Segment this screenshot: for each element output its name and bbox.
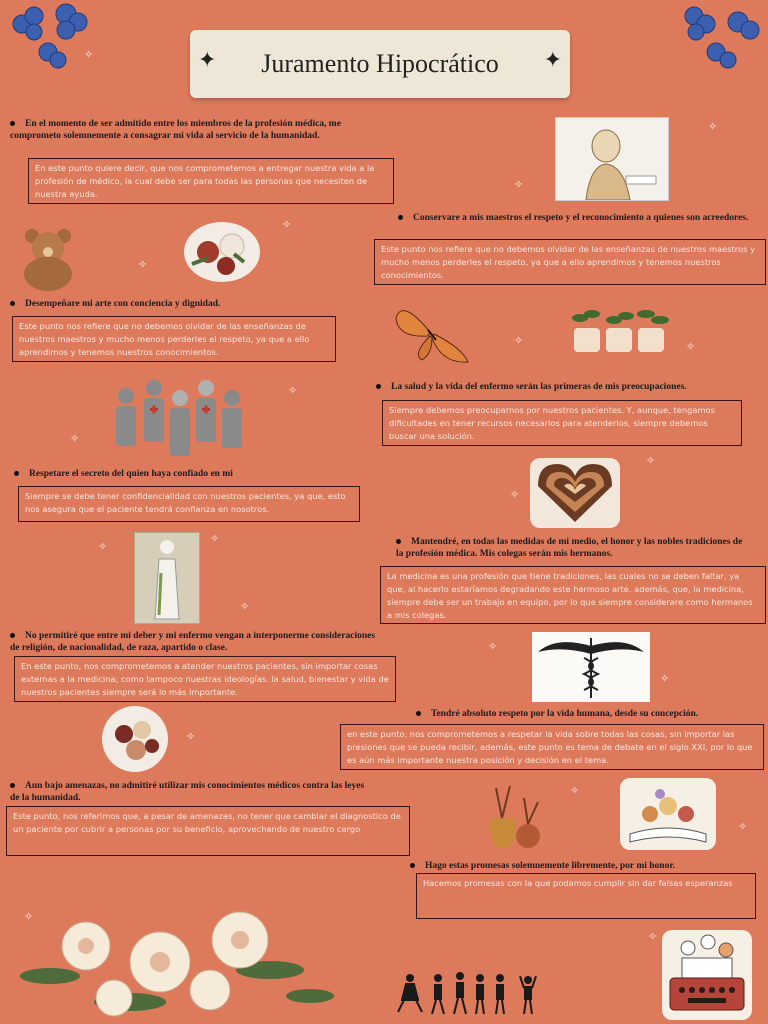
sparkle-icon: ✧ bbox=[708, 120, 718, 133]
heart-icon bbox=[530, 458, 620, 528]
oath-item-2 bbox=[398, 212, 753, 224]
sparkle-icon: ✦ bbox=[543, 48, 562, 73]
greek-statue-icon bbox=[134, 532, 200, 624]
sparkle-icon: ✧ bbox=[738, 820, 748, 833]
oath-item-6 bbox=[396, 536, 751, 560]
sparkle-icon: ✧ bbox=[186, 730, 196, 743]
explanation-box-4: Siempre debemos preocuparnos por nuestros pacientes. Y, aunque, tengamos dificultades en tener recursos necesarios para atenderlos, siempre debemos buscar una solución. bbox=[382, 400, 742, 446]
sparkle-icon: ✧ bbox=[648, 930, 658, 943]
explanation-box-7: En este punto, nos comprometemos a atender nuestros pacientes, sin importar cosas externas a la medicina; como tampoco nuestras ideologías. la salud, bienestar y vida de nuestros pacientes siempre será lo más importante. bbox=[14, 656, 396, 702]
book-flowers-icon bbox=[620, 778, 716, 850]
sparkle-icon: ✧ bbox=[288, 384, 298, 397]
flower-icon bbox=[4, 2, 94, 72]
oath-item-9 bbox=[10, 780, 370, 804]
typewriter-icon bbox=[662, 930, 752, 1020]
sparkle-icon: ✧ bbox=[98, 540, 108, 553]
explanation-box-3: Este punto nos refiere que no debemos olvidar de las enseñanzas de nuestros maestros y mucho menos perderles el respeto, ya que a ello aprendimos y tenemos nuestros conocimientos. bbox=[12, 316, 336, 362]
oath-text: Desempeñare mi arte con conciencia y dignidad. bbox=[25, 299, 221, 309]
oath-item-7 bbox=[10, 630, 380, 654]
explanation-box-6: La medicina es una profesión que tiene tradiciones, las cuales no se deben faltar, ya que, al hacerlo estaríamos degradando este hermoso arte. además, que, la medicina, siempre debe ser un trabajo en equipo, por lo que siempre considerare como hermanos a mis colegas. bbox=[380, 566, 766, 624]
sparkle-icon: ✧ bbox=[646, 454, 656, 467]
sparkle-icon: ✦ bbox=[198, 48, 217, 73]
sparkle-icon: ✧ bbox=[70, 432, 80, 445]
explanation-box-9: Este punto, nos referimos que, a pesar de amenazas, no tener que cambiar el diagnostico de un paciente por cubrir a personas por su beneficio, aprovechando de nuestro cargo bbox=[6, 806, 410, 856]
butterfly-icon bbox=[392, 298, 474, 366]
sparkle-icon: ✧ bbox=[570, 784, 580, 797]
sparkle-icon: ✧ bbox=[282, 218, 292, 231]
teddy-bear-icon bbox=[14, 228, 82, 292]
oath-item-4 bbox=[376, 381, 756, 393]
oath-text: Hago estas promesas solemnemente libremente, por mi honor. bbox=[425, 861, 676, 871]
oath-text: En el momento de ser admitido entre los miembros de la profesión médica, me comprometo solemnemente a consagrar mi vida al servicio de la humanidad. bbox=[10, 119, 341, 141]
sparkle-icon: ✧ bbox=[488, 640, 498, 653]
sparkle-icon: ✧ bbox=[210, 532, 220, 545]
explanation-box-10: Hacemos promesas con la que podamos cumplir sin dar falsas esperanzas bbox=[416, 873, 756, 919]
oath-item-10 bbox=[410, 860, 755, 872]
bouquet-icon bbox=[100, 704, 170, 774]
sparkle-icon: ✧ bbox=[84, 48, 94, 61]
caduceus-icon bbox=[532, 632, 650, 702]
doctors-group-icon bbox=[108, 374, 258, 462]
explanation-box-1: En este punto quiere decir, que nos comprometemos a entregar nuestra vida a la profesión de médico, la cual debe ser para todas las personas que necesiten de nuestra ayuda. bbox=[28, 158, 394, 204]
oath-text: Aun bajo amenazas, no admitiré utilizar mis conocimientos médicos contra las leyes de la humanidad. bbox=[10, 781, 365, 803]
explanation-box-2: Este punto nos refiere que no debemos olvidar de las enseñanzas de nuestros maestros y mucho menos perderles el respeto, ya que a ello aprendimos y tenemos nuestros conocimientos. bbox=[374, 239, 766, 285]
sparkle-icon: ✧ bbox=[510, 488, 520, 501]
oath-item-8 bbox=[416, 708, 756, 720]
oath-item-5 bbox=[14, 468, 304, 480]
sparkle-icon: ✧ bbox=[514, 334, 524, 347]
oath-item-1 bbox=[10, 118, 375, 142]
roses-icon bbox=[178, 212, 264, 286]
sparkle-icon: ✧ bbox=[240, 600, 250, 613]
explanation-box-5: Siempre se debe tener confidencialidad con nuestros pacientes, ya que, esto nos asegura que el paciente tendrá confianza en nosotros. bbox=[18, 486, 360, 522]
oath-text: Respetare el secreto del quien haya confiado en mi bbox=[29, 469, 233, 479]
hippocrates-portrait bbox=[555, 117, 669, 201]
oath-item-3 bbox=[10, 298, 310, 310]
oath-text: Tendré absoluto respeto por la vida humana, desde su concepción. bbox=[431, 709, 699, 719]
oath-text: La salud y la vida del enfermo serán las primeras de mis preocupaciones. bbox=[391, 382, 687, 392]
oath-text: Mantendré, en todas las medidas de mi medio, el honor y las nobles tradiciones de la profesión médica. Mis colegas serán mis hermanos. bbox=[396, 537, 743, 559]
plants-icon bbox=[564, 300, 678, 356]
sparkle-icon: ✧ bbox=[138, 258, 148, 271]
sparkle-icon: ✧ bbox=[514, 178, 524, 191]
sparkle-icon: ✧ bbox=[660, 672, 670, 685]
sparkle-icon: ✧ bbox=[24, 910, 34, 923]
page-title: Juramento Hipocrático bbox=[261, 49, 499, 78]
flower-icon bbox=[676, 2, 766, 72]
oath-text: No permitiré que entre mi deber y mi enfermo vengan a interponerme consideraciones de religión, de nacionalidad, de raza, apartido o clase. bbox=[10, 631, 376, 653]
sparkle-icon: ✧ bbox=[686, 340, 696, 353]
dancers-icon bbox=[396, 970, 546, 1016]
flower-icon bbox=[10, 906, 340, 1024]
oath-text: Conservare a mis maestros el respeto y el reconocimiento a quienes son acreedores. bbox=[413, 213, 749, 223]
title-banner bbox=[190, 30, 570, 98]
vases-icon bbox=[484, 778, 550, 850]
explanation-box-8: en este punto, nos comprometemos a respetar la vida sobre todas las cosas, sin importar las presiones que se pueda recibir, además, este punto es tema de debate en el siglo XXI, por lo que es aún más importante nuestra posición y decisión en el tema. bbox=[340, 724, 764, 770]
